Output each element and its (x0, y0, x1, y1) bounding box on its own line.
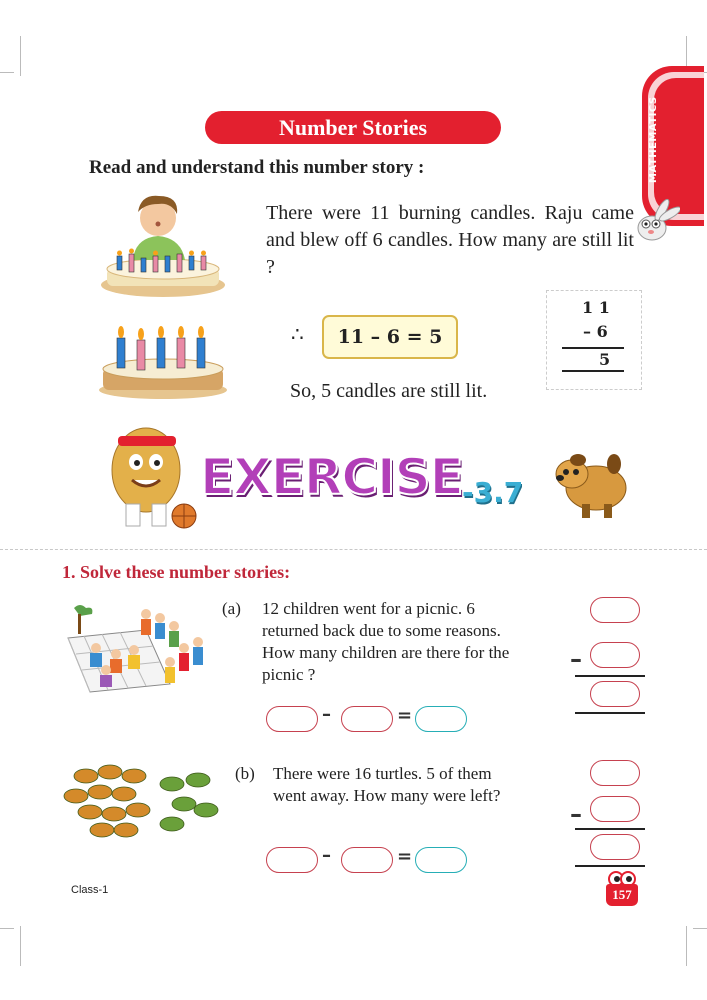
equals-sign: = (397, 846, 413, 867)
vertical-result: 5 (599, 350, 611, 369)
question-a-text: 12 children went for a picnic. 6 returned back due to some reasons. How many children are there for the picnic ? (262, 599, 510, 684)
question-b-text: There were 16 turtles. 5 of them went away. How many were left? (273, 764, 501, 805)
exercise-number: -3.7 (462, 476, 524, 509)
question-title: 1. Solve these number stories: (62, 562, 291, 582)
vertical-result-box[interactable] (590, 681, 640, 707)
section-heading: Read and understand this number story : (89, 157, 425, 178)
dog-mascot-illustration (552, 448, 632, 522)
vertical-top-number: 1 1 (582, 298, 610, 317)
vertical-minus-sign: – (570, 800, 582, 828)
equation-box: 11 – 6 = 5 (322, 315, 458, 359)
vertical-rule (562, 370, 624, 372)
turtles-illustration (60, 762, 220, 842)
vertical-rule (562, 347, 624, 349)
section-divider (0, 549, 707, 550)
result-box[interactable] (415, 847, 467, 873)
answer-box[interactable] (341, 847, 393, 873)
vertical-rule (575, 712, 645, 714)
vertical-answer-box[interactable] (590, 796, 640, 822)
answer-box[interactable] (341, 706, 393, 732)
crop-mark (0, 72, 14, 73)
story-text: There were 11 burning candles. Raju came and blew off 6 candles. How many are still lit ? (266, 202, 634, 278)
equals-sign: = (397, 705, 413, 726)
page-number: 157 (606, 884, 638, 906)
vertical-answer-box[interactable] (590, 597, 640, 623)
crop-mark (0, 928, 14, 929)
vertical-result-box[interactable] (590, 834, 640, 860)
result-box[interactable] (415, 706, 467, 732)
question-b-label: (b) (235, 764, 255, 783)
vertical-rule (575, 828, 645, 830)
class-label: Class-1 (71, 884, 109, 896)
story-answer: So, 5 candles are still lit. (290, 380, 488, 402)
question-a-label: (a) (222, 599, 241, 618)
children-picnic-illustration (50, 602, 210, 694)
vertical-rule (575, 865, 645, 867)
potato-mascot-illustration (96, 418, 206, 536)
crop-mark (20, 926, 21, 966)
crop-mark (686, 926, 687, 966)
therefore-symbol: ∴ (291, 322, 304, 346)
answer-box[interactable] (266, 706, 318, 732)
cake-with-lit-candles-illustration (93, 322, 233, 402)
vertical-rule (575, 675, 645, 677)
vertical-subtrahend: – 6 (583, 322, 608, 341)
minus-sign: – (322, 845, 331, 866)
subject-label: MATHEMATICS (648, 96, 659, 184)
vertical-minus-sign: – (570, 645, 582, 673)
boy-blowing-candles-illustration (93, 190, 233, 305)
answer-box[interactable] (266, 847, 318, 873)
page-title: Number Stories (205, 111, 501, 144)
vertical-answer-box[interactable] (590, 760, 640, 786)
bunny-mascot-icon (632, 196, 680, 244)
crop-mark (693, 928, 707, 929)
vertical-answer-box[interactable] (590, 642, 640, 668)
exercise-word: EXERCISE (200, 448, 463, 506)
minus-sign: – (322, 704, 331, 725)
crop-mark (20, 36, 21, 76)
